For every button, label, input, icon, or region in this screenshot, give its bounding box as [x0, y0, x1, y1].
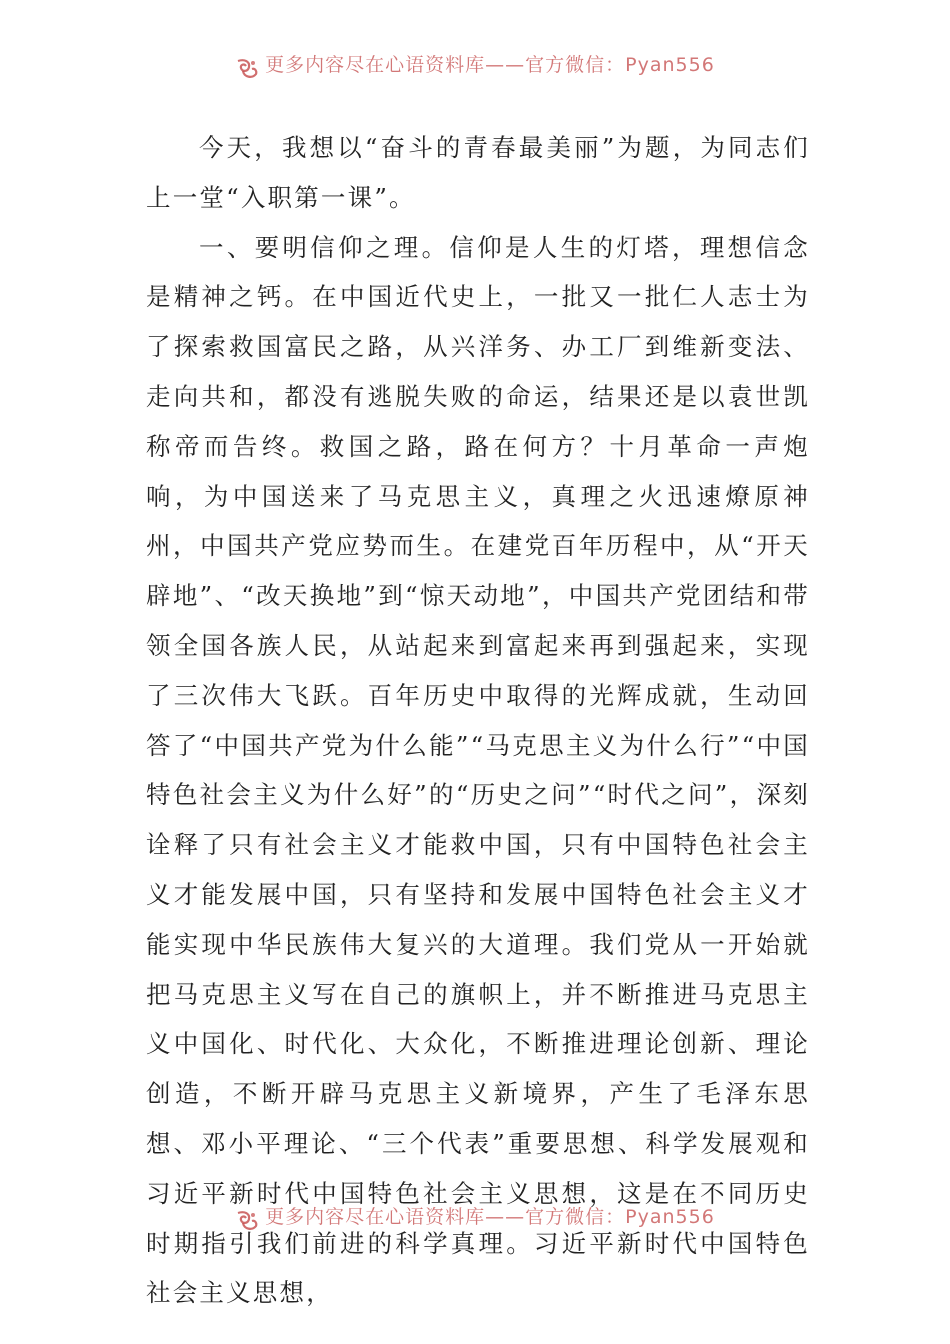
watermark-text: 更多内容尽在心语资料库——官方微信：Pyan556: [265, 54, 715, 76]
paragraph-section-one: 一、要明信仰之理。信仰是人生的灯塔，理想信念是精神之钙。在中国近代史上，一批又一批仁人志士为了探索救国富民之路，从兴洋务、办工厂到维新变法、走向共和，都没有逃脱失败的命运，结果还是以袁世凯称帝而告终。救国之路，路在何方？十月革命一声炮响，为中国送来了马克思主义，真理之火迅速燎原神州，中国共产党应势而生。在建党百年历程中，从“开天辟地”、“改天换地”到“惊天动地”，中国共产党团结和带领全国各族人民，从站起来到富起来再到强起来，实现了三次伟大飞跃。百年历史中取得的光辉成就，生动回答了“中国共产党为什么能”“马克思主义为什么行”“中国特色社会主义为什么好”的“历史之问”“时代之问”，深刻诠释了只有社会主义才能救中国，只有中国特色社会主义才能发展中国，只有坚持和发展中国特色社会主义才能实现中华民族伟大复兴的大道理。我们党从一开始就把马克思主义写在自己的旗帜上，并不断推进马克思主义中国化、时代化、大众化，不断推进理论创新、理论创造，不断开辟马克思主义新境界，产生了毛泽东思想、邓小平理论、“三个代表”重要思想、科学发展观和习近平新时代中国特色社会主义思想，这是在不同历史时期指引我们前进的科学真理。习近平新时代中国特色社会主义思想，: [146, 232, 810, 1308]
watermark-logo-icon: [235, 1209, 259, 1233]
footer-watermark: [0, 1206, 950, 1236]
paragraph-intro: 今天，我想以“奋斗的青春最美丽”为题，为同志们上一堂“入职第一课”。: [146, 133, 810, 212]
watermark-logo-icon: [235, 57, 259, 81]
header-watermark: [0, 54, 950, 84]
document-body: [146, 123, 810, 1318]
watermark-text: 更多内容尽在心语资料库——官方微信：Pyan556: [265, 1206, 715, 1228]
